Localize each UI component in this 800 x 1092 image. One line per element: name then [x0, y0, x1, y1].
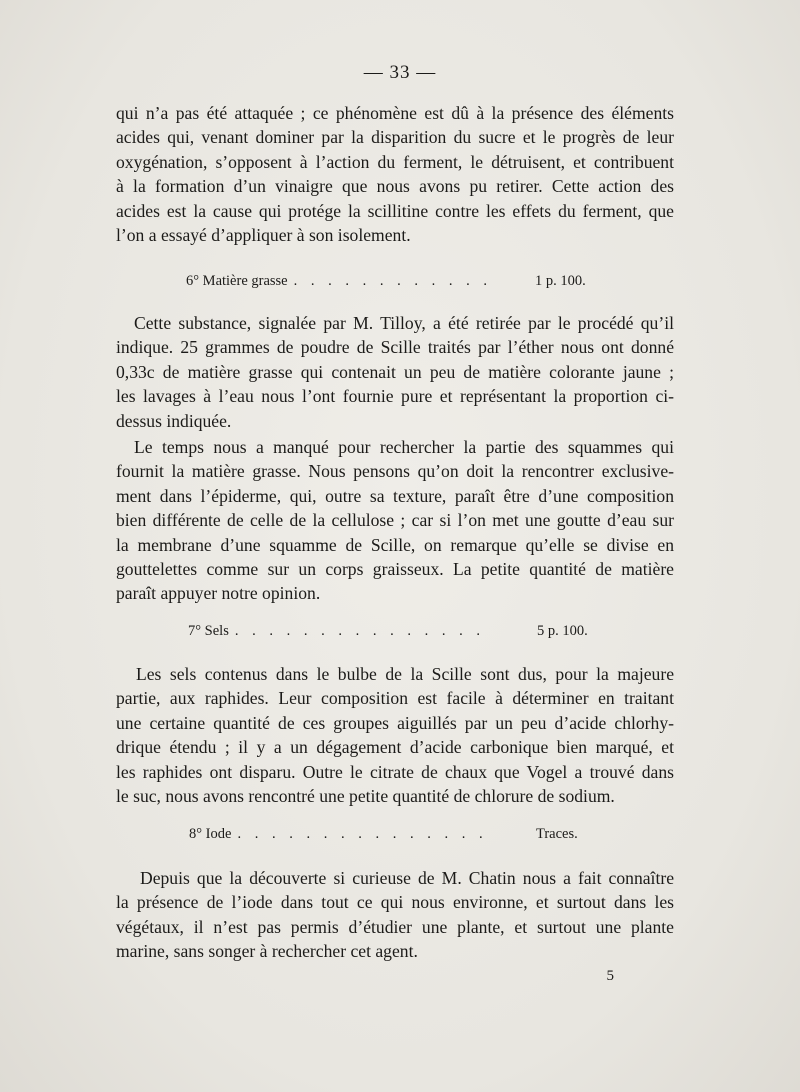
text-line: marine, sans songer à rechercher cet agent.	[116, 941, 418, 962]
text-line: l’on a essayé d’appliquer à son isolement.	[116, 225, 411, 246]
entry-iode-value: Traces.	[536, 826, 578, 842]
text-line: acides est la cause qui protége la scillitine contre les effets du ferment, que	[116, 200, 674, 221]
paragraph-4	[116, 662, 674, 808]
text-line: 0,33c de matière grasse qui contenait un peu de matière colorante jaune ;	[116, 361, 674, 382]
text-line: indique. 25 grammes de poudre de Scille traités par l’éther nous ont donné	[116, 337, 674, 358]
paragraph-1	[116, 101, 674, 247]
text-line: végétaux, il n’est pas permis d’étudier une plante, et surtout une plante	[116, 916, 674, 937]
paragraph-3	[116, 435, 674, 606]
paragraph-5	[116, 866, 674, 964]
text-line: oxygénation, s’opposent à l’action du ferment, le détruisent, et contribuent	[116, 151, 674, 172]
text-line: Cette substance, signalée par M. Tilloy, a été retirée par le procédé qu’il	[134, 313, 674, 333]
text-line: gouttelettes comme sur un corps graisseux. La petite quantité de matière	[116, 559, 674, 580]
entry-matiere-grasse-value: 1 p. 100.	[535, 273, 586, 289]
text-line: les raphides ont disparu. Outre le citrate de chaux que Vogel a trouvé dans	[116, 761, 674, 782]
entry-label: 8° Iode	[189, 826, 232, 842]
entry-leader-dots: . . . . . . . . . . . . . . .	[237, 826, 488, 842]
text-line: les lavages à l’eau nous l’ont fournie pure et représentant la proportion ci-	[116, 386, 674, 407]
text-line: partie, aux raphides. Leur composition est facile à déterminer en traitant	[116, 688, 674, 709]
entry-matiere-grasse	[186, 273, 492, 290]
text-line: paraît appuyer notre opinion.	[116, 583, 321, 604]
entry-leader-dots: . . . . . . . . . . . .	[293, 273, 492, 289]
page-header: — 33 —	[363, 62, 437, 83]
entry-leader-dots: . . . . . . . . . . . . . . .	[234, 623, 485, 639]
text-line: à la formation d’un vinaigre que nous avons pu retirer. Cette action des	[116, 176, 674, 197]
text-line: Les sels contenus dans le bulbe de la Scille sont dus, pour la majeure	[136, 664, 674, 684]
entry-sels	[188, 623, 485, 640]
text-line: dessus indiquée.	[116, 410, 232, 431]
text-line: ment dans l’épiderme, qui, outre sa texture, paraît être d’une composition	[116, 485, 674, 506]
text-line: bien différente de celle de la cellulose ; car si l’on met une goutte d’eau sur	[116, 510, 674, 531]
text-line: la présence de l’iode dans tout ce qui nous environne, et surtout dans les	[116, 892, 674, 913]
entry-sels-value: 5 p. 100.	[537, 623, 588, 639]
text-line: le suc, nous avons rencontré une petite quantité de chlorure de sodium.	[116, 786, 615, 807]
entry-label: 7° Sels	[188, 623, 229, 639]
paragraph-2	[116, 311, 674, 433]
text-line: qui n’a pas été attaquée ; ce phénomène est dû à la présence des éléments	[116, 103, 674, 123]
entry-iode	[189, 826, 488, 843]
text-line: Le temps nous a manqué pour rechercher la partie des squammes qui	[134, 437, 674, 457]
text-line: fournit la matière grasse. Nous pensons qu’on doit la rencontrer exclusive-	[116, 461, 674, 482]
text-line: Depuis que la découverte si curieuse de M. Chatin nous a fait connaître	[140, 868, 674, 888]
entry-label: 6° Matière grasse	[186, 273, 288, 289]
text-line: la membrane d’une squamme de Scille, on remarque qu’elle se divise en	[116, 534, 674, 555]
signature-mark: 5	[606, 968, 614, 984]
text-line: acides qui, venant dominer par la disparition du sucre et le progrès de leur	[116, 127, 674, 148]
text-line: une certaine quantité de ces groupes aiguillés par un peu d’acide chlorhy-	[116, 712, 674, 733]
text-line: drique étendu ; il y a un dégagement d’acide carbonique bien marqué, et	[116, 737, 674, 758]
